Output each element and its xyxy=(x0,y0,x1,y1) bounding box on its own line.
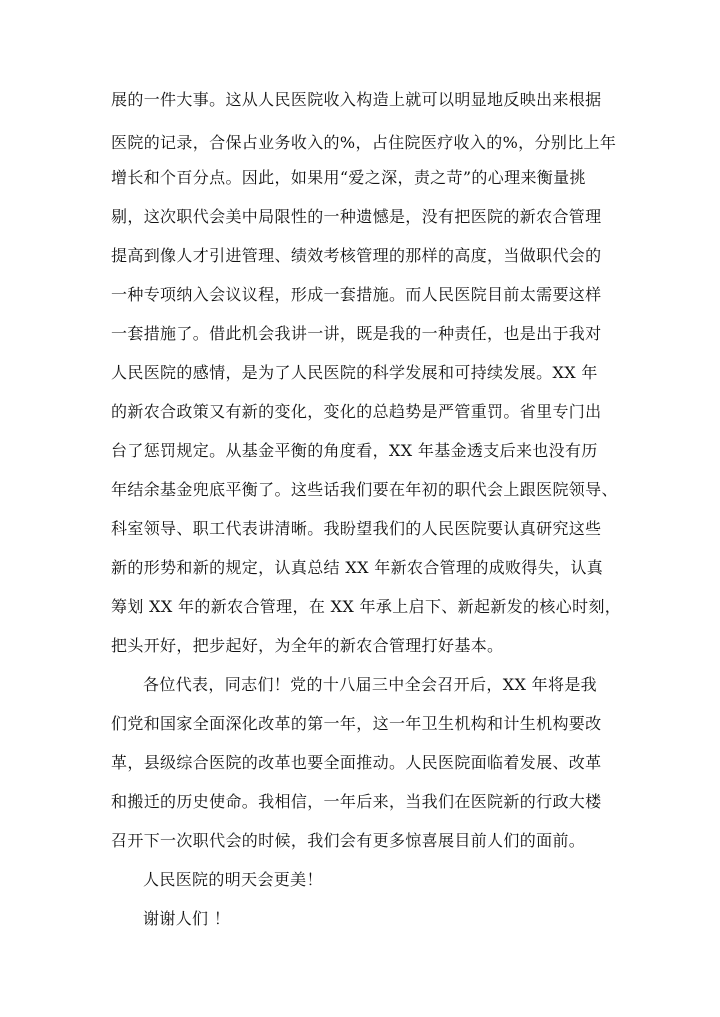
text-line: 提高到像人才引进管理、绩效考核管理的那样的高度，当做职代会的 xyxy=(111,246,602,265)
text-line: 人民医院的感情，是为了人民医院的科学发展和可持续发展。XX 年 xyxy=(111,363,598,382)
text-line: 筹划 XX 年的新农合管理，在 XX 年承上启下、新起新发的核心时刻， xyxy=(111,597,622,616)
text-line: 和搬迁的历史使命。我相信，一年后来，当我们在医院新的行政大楼 xyxy=(111,792,602,811)
text-line: 增长和个百分点。因此，如果用“爱之深，责之苛”的心理来衡量挑 xyxy=(111,168,586,187)
text-line: 一套措施了。借此机会我讲一讲，既是我的一种责任，也是出于我对 xyxy=(111,324,602,343)
text-line: 新的形势和新的规定，认真总结 XX 年新农合管理的成败得失，认真 xyxy=(111,558,604,577)
text-line: 科室领导、职工代表讲清晰。我盼望我们的人民医院要认真研究这些 xyxy=(111,519,602,538)
paragraph-first-line: 各位代表，同志们！党的十八届三中全会召开后，XX 年将是我 xyxy=(143,675,598,694)
text-line: 革，县级综合医院的改革也要全面推动。人民医院面临着发展、改革 xyxy=(111,753,602,772)
text-line: 们党和国家全面深化改革的第一年，这一年卫生机构和计生机构要改 xyxy=(111,714,602,733)
text-line: 展的一件大事。这从人民医院收入构造上就可以明显地反映出来根据 xyxy=(111,90,602,109)
text-line: 医院的记录，合保占业务收入的%，占住院医疗收入的%，分别比上年 xyxy=(111,133,617,152)
text-line: 召开下一次职代会的时候，我们会有更多惊喜展目前人们的面前。 xyxy=(111,831,586,850)
closing-line: 人民医院的明天会更美！ xyxy=(143,870,323,889)
text-line: 年结余基金兜底平衡了。这些话我们要在年初的职代会上跟医院领导、 xyxy=(111,480,618,499)
thanks-line: 谢谢人们 ！ xyxy=(143,909,231,928)
text-line: 一种专项纳入会议议程，形成一套措施。而人民医院目前太需要这样 xyxy=(111,285,602,304)
text-line: 把头开好，把步起好，为全年的新农合管理打好基本。 xyxy=(111,636,504,655)
text-line: 台了惩罚规定。从基金平衡的角度看，XX 年基金透支后来也没有历 xyxy=(111,441,598,460)
text-line: 剔，这次职代会美中局限性的一种遗憾是，没有把医院的新农合管理 xyxy=(111,207,602,226)
text-line: 的新农合政策又有新的变化，变化的总趋势是严管重罚。省里专门出 xyxy=(111,402,602,421)
